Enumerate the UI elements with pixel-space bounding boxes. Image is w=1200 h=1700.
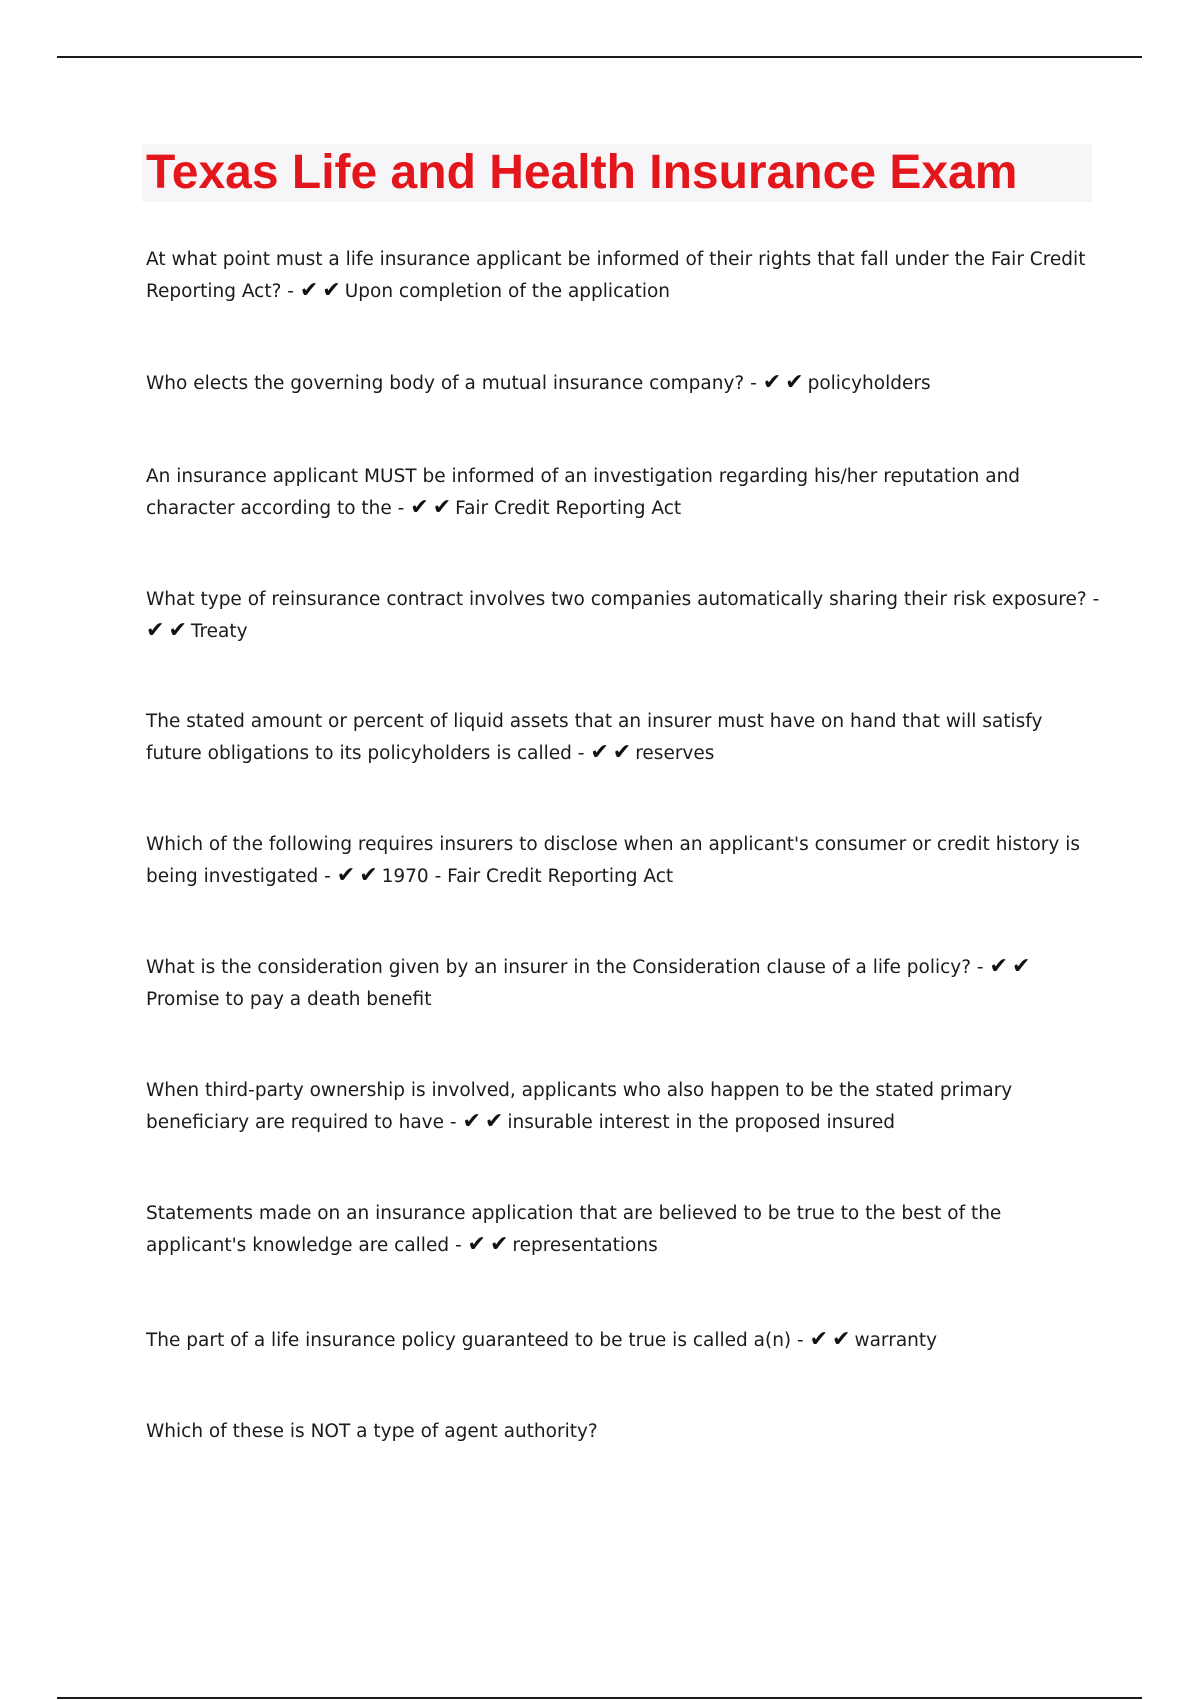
bottom-rule bbox=[57, 1697, 1142, 1699]
question-text: When third-party ownership is involved, applicants who also happen to be the stated primary beneficiary are required to have - bbox=[146, 1080, 1013, 1133]
top-rule bbox=[57, 56, 1142, 58]
answer-text: policyholders bbox=[807, 373, 931, 394]
qa-item-2 bbox=[146, 368, 1101, 400]
question-text: The stated amount or percent of liquid assets that an insurer must have on hand that will satisfy future obligations to its policyholders is called - bbox=[146, 711, 1043, 764]
answer-text: Promise to pay a death benefit bbox=[146, 989, 432, 1010]
check-icon: ✔ bbox=[168, 618, 187, 643]
answer-text: insurable interest in the proposed insured bbox=[507, 1112, 896, 1133]
question-text: The part of a life insurance policy guaranteed to be true is called a(n) - bbox=[146, 1330, 804, 1351]
check-icon: ✔ bbox=[989, 954, 1008, 979]
answer-text: 1970 - Fair Credit Reporting Act bbox=[381, 866, 674, 887]
check-icon: ✔ bbox=[489, 1232, 509, 1257]
question-text: What is the consideration given by an insurer in the Consideration clause of a life policy? - bbox=[146, 957, 984, 978]
qa-item-11 bbox=[146, 1416, 1101, 1448]
check-icon: ✔ bbox=[762, 370, 782, 395]
qa-item-6 bbox=[146, 829, 1101, 893]
question-text: Which of these is NOT a type of agent authority? bbox=[146, 1421, 598, 1442]
answer-text: Upon completion of the application bbox=[344, 281, 671, 302]
question-text: Who elects the governing body of a mutual insurance company? - bbox=[146, 373, 757, 394]
qa-item-10 bbox=[146, 1325, 1101, 1357]
answer-text: warranty bbox=[854, 1330, 938, 1351]
check-icon: ✔ bbox=[359, 863, 378, 888]
answer-text: Treaty bbox=[190, 621, 248, 642]
qa-item-9 bbox=[146, 1198, 1101, 1262]
qa-item-7 bbox=[146, 952, 1101, 1016]
check-icon: ✔ bbox=[462, 1109, 481, 1134]
check-icon: ✔ bbox=[590, 740, 609, 765]
check-icon: ✔ bbox=[612, 740, 632, 765]
check-icon: ✔ bbox=[785, 370, 804, 395]
check-icon: ✔ bbox=[299, 278, 319, 303]
check-icon: ✔ bbox=[1011, 954, 1031, 979]
question-text: Statements made on an insurance application that are believed to be true to the best of the applicant's knowledge are called - bbox=[146, 1203, 1002, 1256]
check-icon: ✔ bbox=[410, 495, 429, 520]
check-icon: ✔ bbox=[809, 1327, 829, 1352]
question-text: At what point must a life insurance applicant be informed of their rights that fall under the Fair Credit Reporting Act? - bbox=[146, 249, 1086, 302]
check-icon: ✔ bbox=[336, 863, 356, 888]
check-icon: ✔ bbox=[832, 1327, 851, 1352]
question-text: What type of reinsurance contract involves two companies automatically sharing their risk exposure? - bbox=[146, 589, 1100, 610]
page-title: Texas Life and Health Insurance Exam bbox=[146, 146, 1018, 199]
question-text: Which of the following requires insurers to disclose when an applicant's consumer or credit history is being investigated - bbox=[146, 834, 1080, 887]
check-icon: ✔ bbox=[432, 495, 452, 520]
check-icon: ✔ bbox=[484, 1109, 504, 1134]
qa-item-8 bbox=[146, 1075, 1101, 1139]
qa-item-3 bbox=[146, 461, 1101, 525]
check-icon: ✔ bbox=[322, 278, 341, 303]
check-icon: ✔ bbox=[467, 1232, 486, 1257]
qa-item-4 bbox=[146, 584, 1101, 648]
question-text: An insurance applicant MUST be informed of an investigation regarding his/her reputation and character according to the - bbox=[146, 466, 1021, 519]
qa-item-1 bbox=[146, 244, 1101, 308]
answer-text: representations bbox=[512, 1235, 658, 1256]
qa-item-5 bbox=[146, 706, 1101, 770]
answer-text: Fair Credit Reporting Act bbox=[455, 498, 682, 519]
check-icon: ✔ bbox=[146, 618, 165, 643]
answer-text: reserves bbox=[635, 743, 715, 764]
